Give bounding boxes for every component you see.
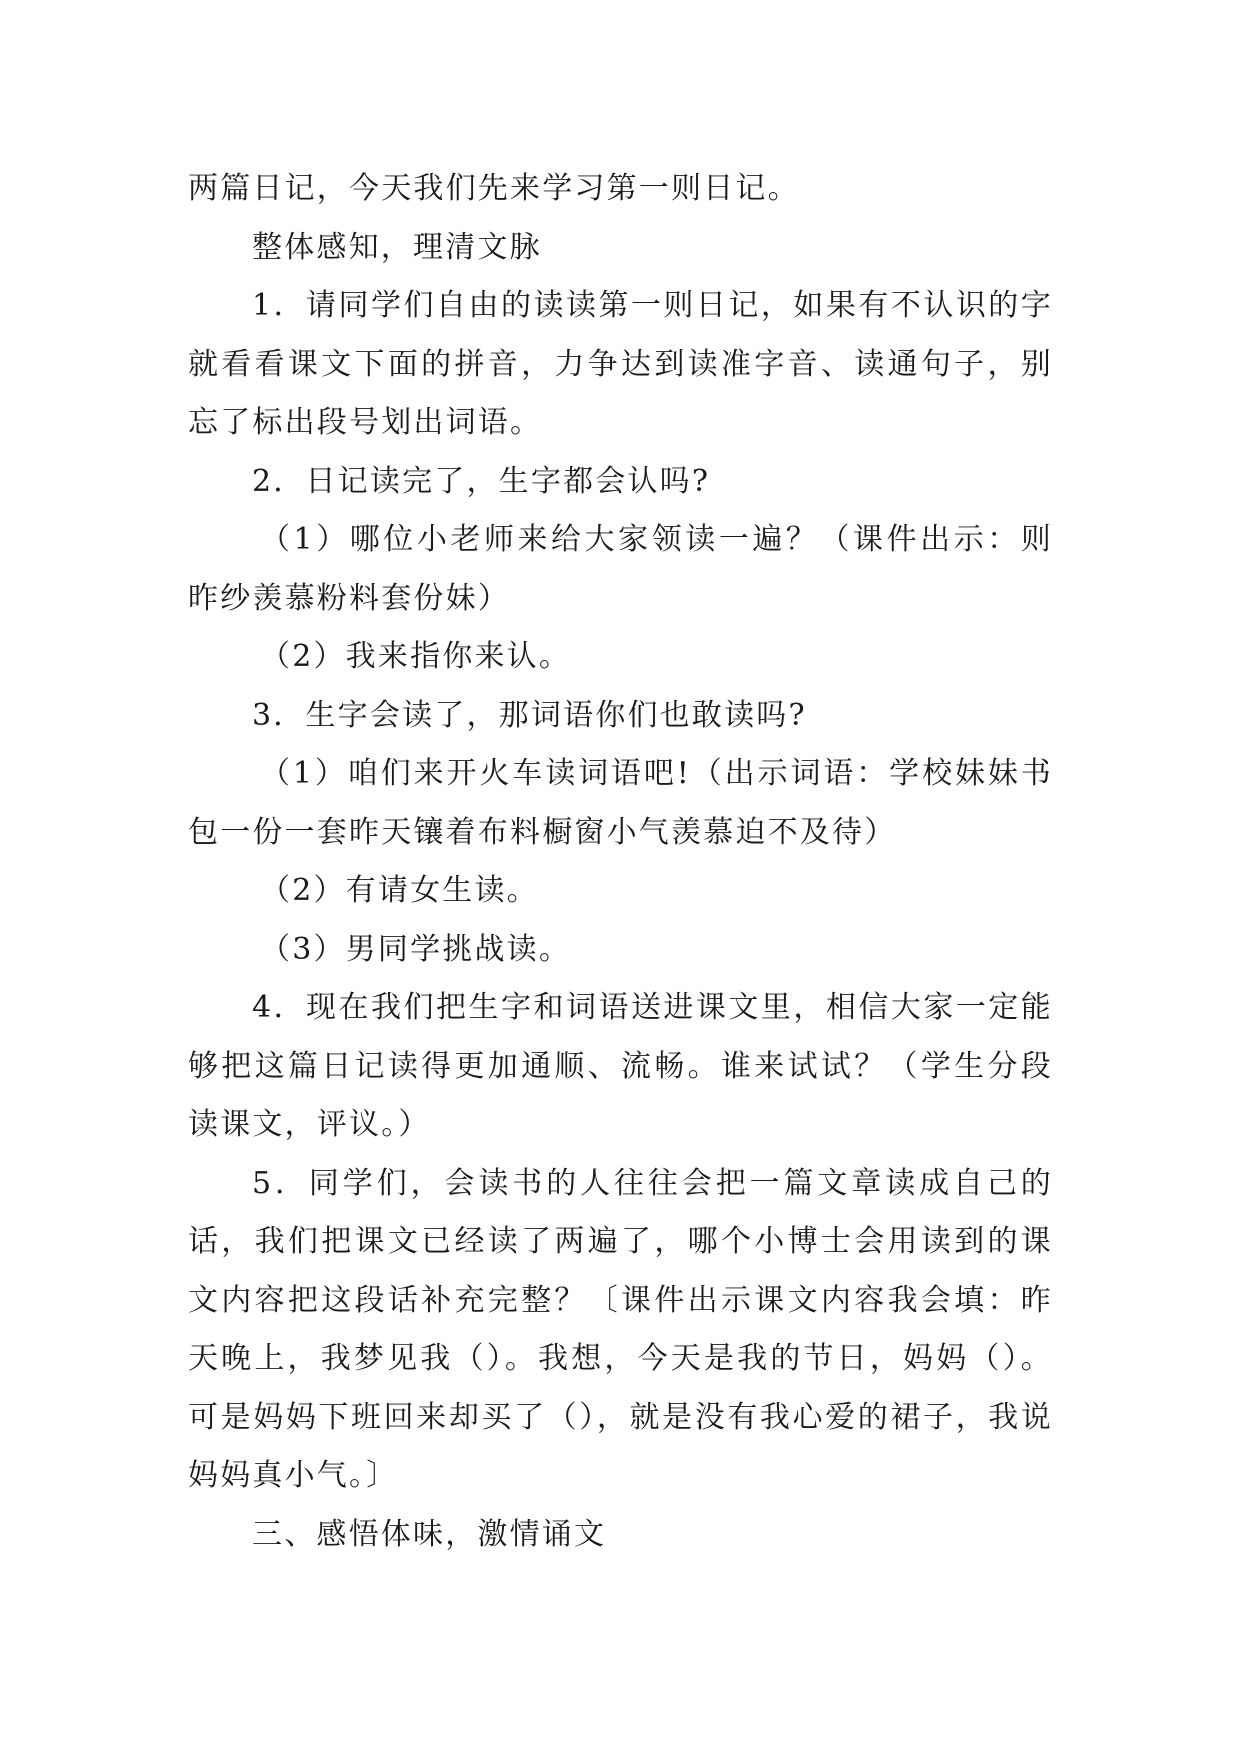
- paragraph-step-3-sub-2: （2）有请女生读。: [260, 873, 539, 908]
- paragraph-continuation: 两篇日记，今天我们先来学习第一则日记。: [188, 171, 800, 206]
- paragraph-step-3-sub-3: （3）男同学挑战读。: [260, 931, 572, 967]
- paragraph-step-2-sub-1: （1）哪位小老师来给大家领读一遍？（课件出示：则昨纱羡慕粉料套份妹）: [188, 522, 1053, 616]
- paragraph-step-3: 3．生字会读了，那词语你们也敢读吗?: [252, 697, 807, 733]
- paragraph-step-2-sub-2: （2）我来指你来认。: [260, 639, 572, 674]
- document-body: [188, 160, 1053, 1564]
- paragraph-step-2: 2．日记读完了，生字都会认吗?: [252, 463, 711, 499]
- section-heading-overview: 整体感知，理清文脉: [252, 229, 542, 265]
- section-heading-three: 三、感悟体味，激情诵文: [252, 1516, 607, 1552]
- paragraph-step-3-sub-1: （1）咱们来开火车读词语吧!（出示词语：学校妹妹书包一份一套昨天镶着布料橱窗小气羡慕迫不及待）: [188, 756, 1053, 850]
- paragraph-step-5: 5．同学们，会读书的人往往会把一篇文章读成自己的话，我们把课文已经读了两遍了，哪个小博士会用读到的课文内容把这段话补充完整？〔课件出示课文内容我会填：昨天晚上，我梦见我（）。我想，今天是我的节日，妈妈（）。可是妈妈下班回来却买了（），就是没有我心爱的裙子，我说妈妈真小气。〕: [188, 1165, 1053, 1493]
- paragraph-step-1: 1．请同学们自由的读读第一则日记，如果有不认识的字就看看课文下面的拼音，力争达到读准字音、读通句子，别忘了标出段号划出词语。: [188, 288, 1053, 440]
- paragraph-step-4: 4．现在我们把生字和词语送进课文里，相信大家一定能够把这篇日记读得更加通顺、流畅。谁来试试？（学生分段读课文，评议。）: [188, 990, 1053, 1142]
